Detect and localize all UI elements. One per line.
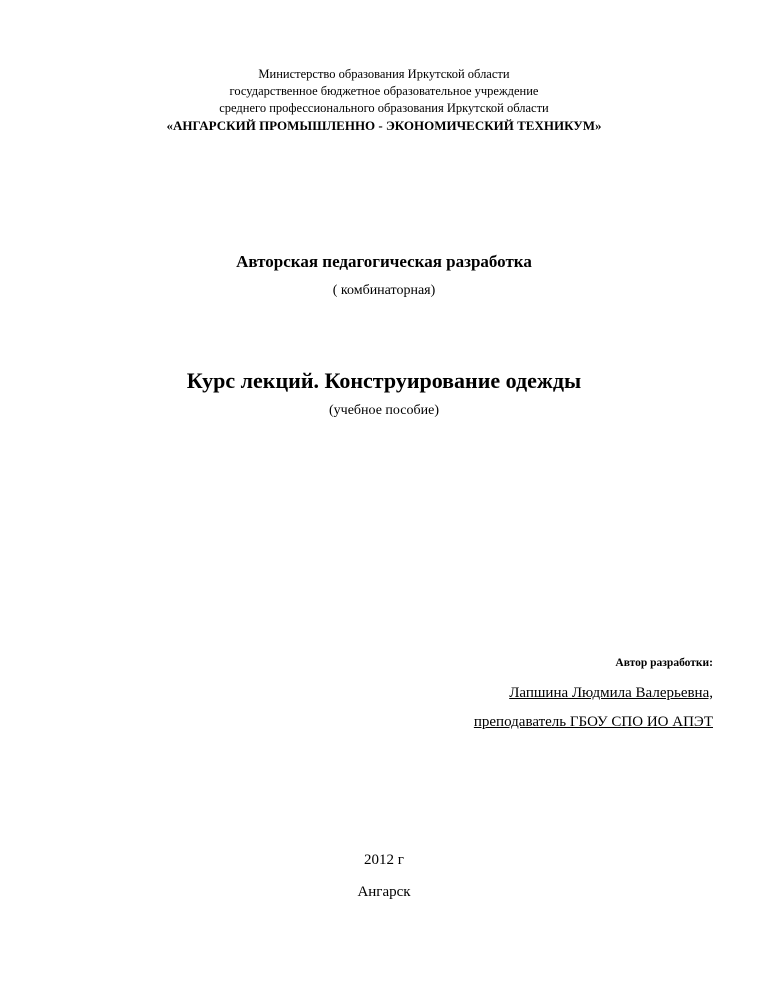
course-title: Курс лекций. Конструирование одежды [186,368,582,393]
year: 2012 г [364,852,404,868]
city: Ангарск [357,884,411,900]
institution-name: «АНГАРСКИЙ ПРОМЫШЛЕННО - ЭКОНОМИЧЕСКИЙ ТЕХНИКУМ» [166,118,602,133]
education-level-line: среднего профессионального образования Иркутской области [219,101,549,115]
development-subtitle: ( комбинаторная) [332,283,436,298]
development-title: Авторская педагогическая разработка [236,252,532,271]
course-subtitle: (учебное пособие) [329,403,439,418]
author-position: преподаватель ГБОУ СПО ИО АПЭТ [473,714,713,730]
ministry-line: Министерство образования Иркутской области [258,67,510,81]
author-label: Автор разработки: [615,657,713,669]
author-name: Лапшина Людмила Валерьевна, [509,685,713,701]
institution-type-line: государственное бюджетное образовательное учреждение [229,84,539,98]
